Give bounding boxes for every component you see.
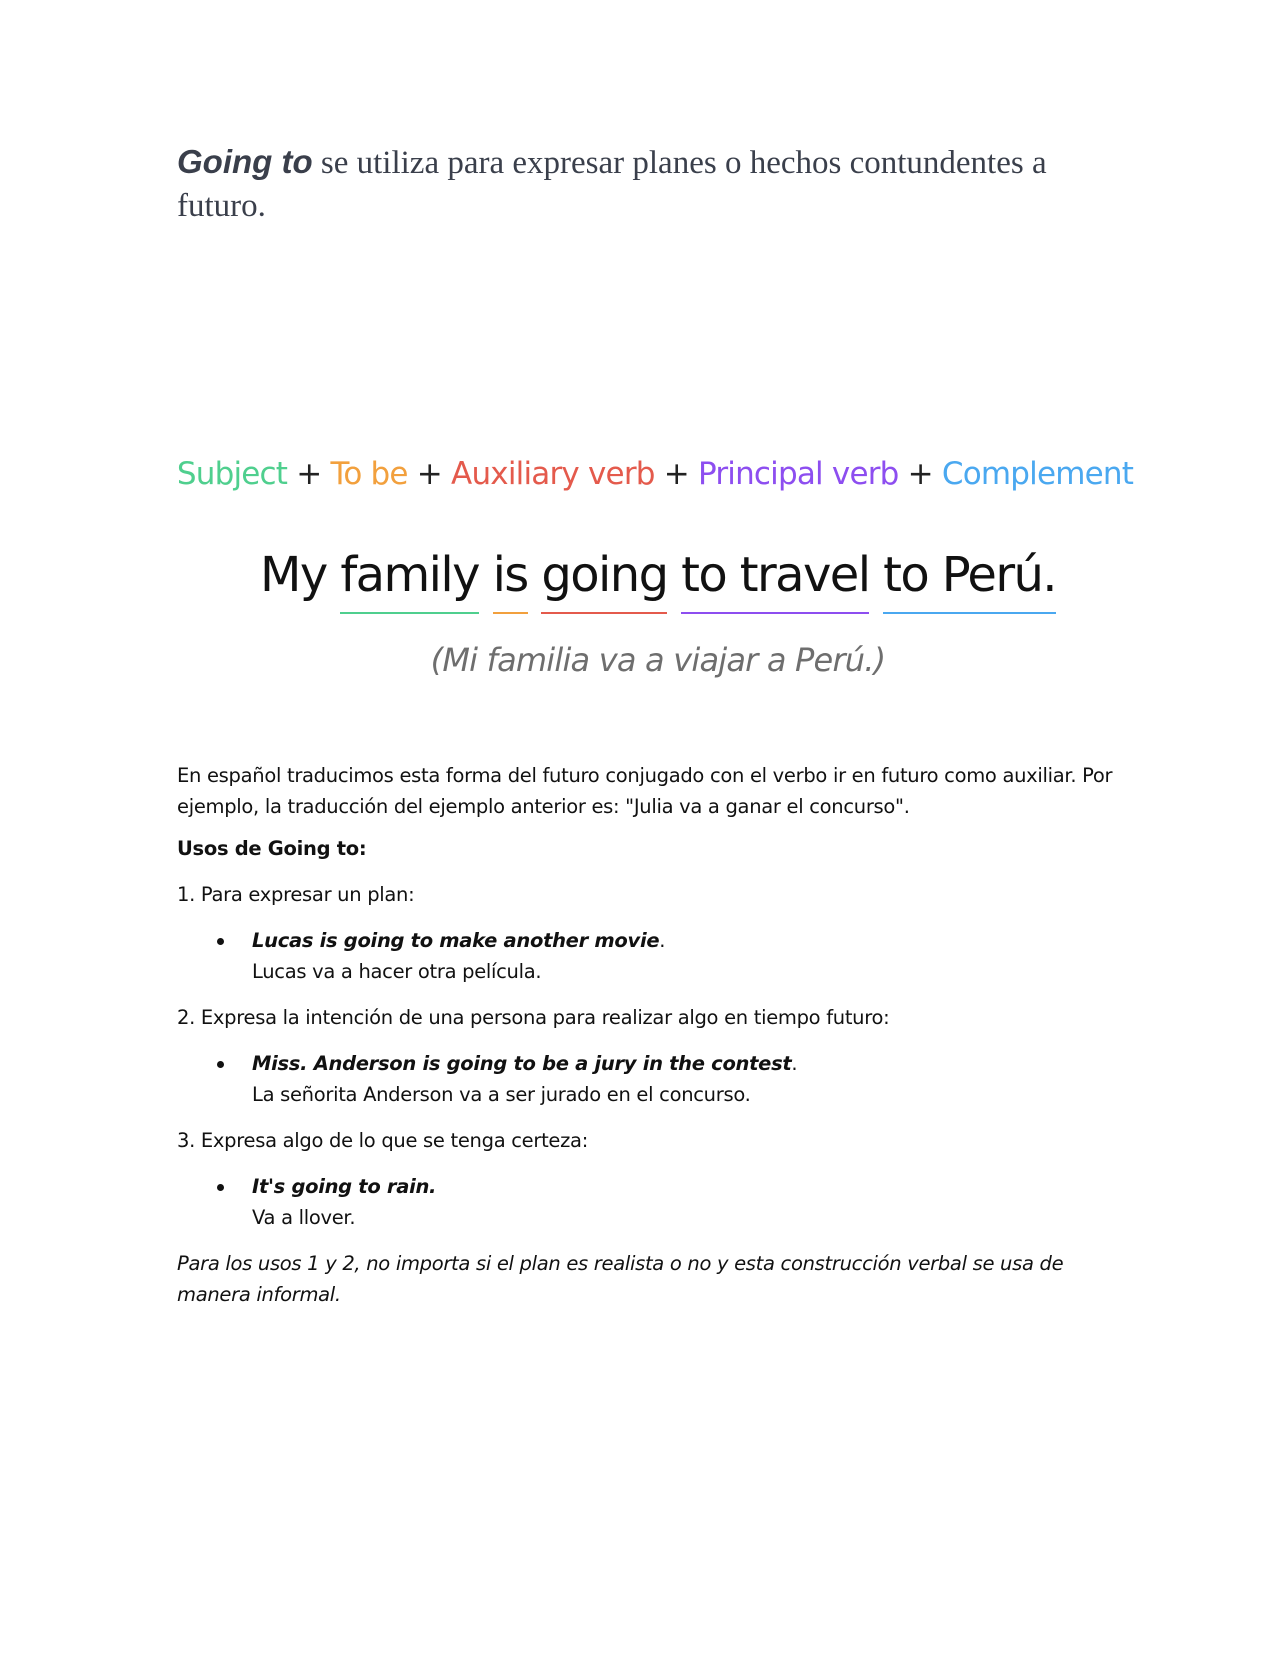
- intro-text: se utiliza para expresar planes o hechos contundentes a futuro.: [177, 145, 1047, 224]
- use-1-example-suffix: .: [659, 929, 666, 952]
- use-1-example-es: Lucas va a hacer otra película.: [252, 960, 542, 983]
- formula-principal-verb: Principal verb: [697, 456, 899, 492]
- use-2-example-es: La señorita Anderson va a ser jurado en el concurso.: [252, 1083, 751, 1106]
- example-complement-segment: to Perú.: [883, 542, 1056, 608]
- use-1-example: [252, 925, 1112, 987]
- formula-subject: Subject: [176, 456, 288, 492]
- use-3-example: [252, 1171, 1112, 1233]
- example-principal-verb-segment: to travel: [681, 542, 869, 608]
- formula-plus: +: [416, 456, 442, 492]
- use-1-example-en: Lucas is going to make another movie: [252, 929, 660, 952]
- example-sentence: [0, 542, 1280, 608]
- use-3-example-es: Va a llover.: [252, 1206, 356, 1229]
- use-2-example-en: Miss. Anderson is going to be a jury in the contest: [252, 1052, 792, 1075]
- use-2-example-suffix: .: [791, 1052, 798, 1075]
- formula-auxiliary-verb: Auxiliary verb: [451, 456, 655, 492]
- example-translation: (Mi familia va a viajar a Perú.): [430, 641, 886, 679]
- formula-to-be: To be: [330, 456, 408, 492]
- example-to-be-segment: is: [493, 542, 528, 608]
- uses-heading: Usos de Going to:: [177, 837, 367, 860]
- formula-plus: +: [663, 456, 689, 492]
- example-lead: My: [260, 547, 341, 603]
- bullet-icon: [217, 938, 224, 945]
- intro-lead: Going to: [177, 143, 313, 180]
- structure-formula: [0, 452, 1280, 496]
- example-subject-segment: family: [340, 542, 479, 608]
- use-3-example-en: It's going to rain.: [252, 1175, 437, 1198]
- use-2-example: [252, 1048, 1112, 1110]
- use-3-title: 3. Expresa algo de lo que se tenga certeza:: [177, 1129, 588, 1152]
- explanation-paragraph: En español traducimos esta forma del futuro conjugado con el verbo ir en futuro como auxiliar. Por ejemplo, la traducción del ejemplo anterior es: "Julia va a ganar el concurso".: [177, 764, 1113, 818]
- use-2-title: 2. Expresa la intención de una persona para realizar algo en tiempo futuro:: [177, 1006, 890, 1029]
- formula-plus: +: [296, 456, 322, 492]
- use-1-title: 1. Para expresar un plan:: [177, 883, 415, 906]
- formula-plus: +: [907, 456, 933, 492]
- bullet-icon: [217, 1061, 224, 1068]
- closing-note: Para los usos 1 y 2, no importa si el plan es realista o no y esta construcción verbal se usa de manera informal.: [177, 1252, 1064, 1306]
- intro-paragraph: [177, 140, 1097, 228]
- bullet-icon: [217, 1184, 224, 1191]
- example-auxiliary-segment: going: [541, 542, 667, 608]
- formula-complement: Complement: [941, 456, 1134, 492]
